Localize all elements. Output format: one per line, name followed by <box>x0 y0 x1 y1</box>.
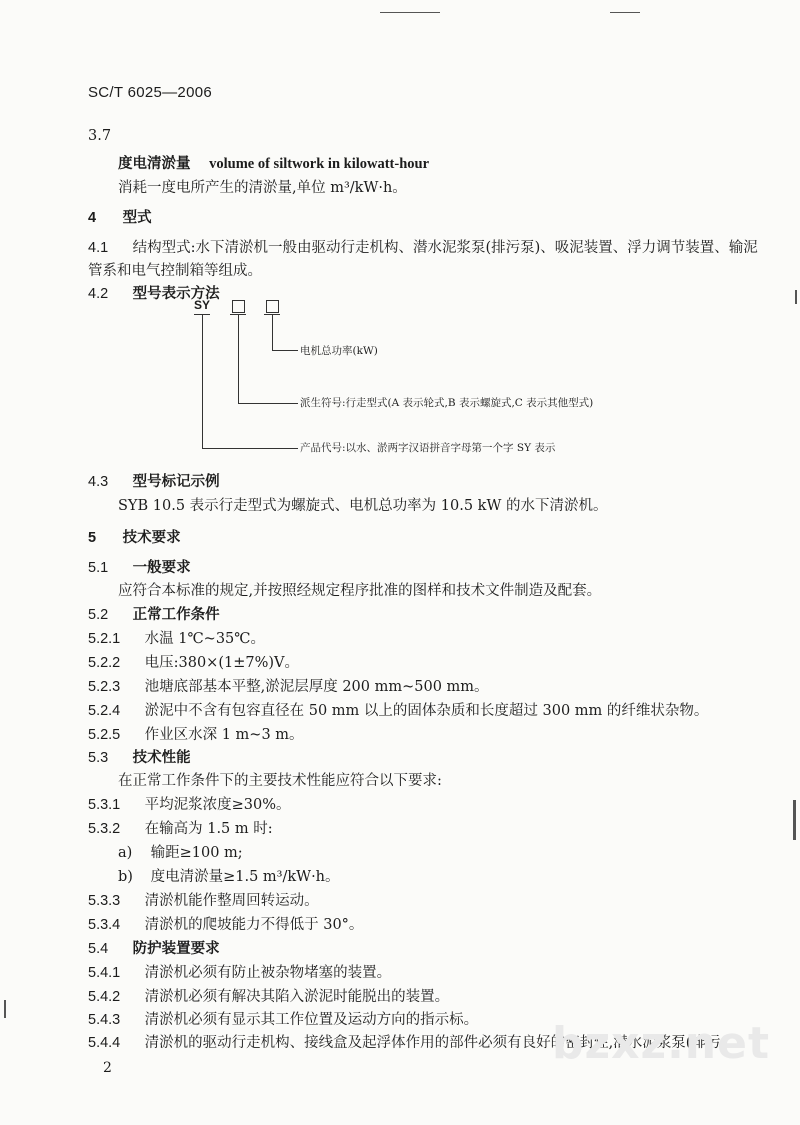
list-text: 度电清淤量≥1.5 m³/kW·h。 <box>150 869 340 885</box>
scan-artifact <box>610 12 640 13</box>
clause-text: 清淤机的爬坡能力不得低于 30°。 <box>144 917 364 933</box>
site-watermark: bzxz.net <box>552 1018 771 1069</box>
clause-text: 清淤机能作整周回转运动。 <box>144 893 319 909</box>
section-title: 防护装置要求 <box>132 940 220 957</box>
section-title: 技术性能 <box>132 749 191 766</box>
section-number: 5.3 <box>88 750 109 766</box>
clause-text: 在输高为 1.5 m 时: <box>144 821 273 837</box>
clause-number: 5.3.3 <box>88 893 121 909</box>
section-3-7-term <box>118 152 429 173</box>
section-title: 型号表示方法 <box>132 285 220 302</box>
clause-5-2-1 <box>88 627 265 648</box>
clause-text: 池塘底部基本平整,淤泥层厚度 200 mm~500 mm。 <box>144 679 489 695</box>
section-5-3-text: 在正常工作条件下的主要技术性能应符合以下要求: <box>118 773 442 789</box>
clause-5-4-2 <box>88 985 449 1006</box>
model-designation-diagram <box>190 298 610 458</box>
section-title: 技术要求 <box>122 529 181 546</box>
scan-artifact <box>795 290 797 304</box>
section-5-1-text: 应符合本标准的规定,并按照经规定程序批准的图样和技术文件制造及配套。 <box>118 583 602 599</box>
section-3-7-definition: 消耗一度电所产生的清淤量,单位 m³/kW·h。 <box>118 180 407 196</box>
term-en: volume of siltwork in kilowatt-hour <box>209 156 430 172</box>
power-leader-horizontal <box>272 350 298 351</box>
section-number: 4.3 <box>88 474 109 490</box>
scan-artifact <box>4 1000 6 1018</box>
clause-5-3-2 <box>88 817 273 838</box>
term-cn: 度电清淤量 <box>118 155 191 172</box>
product-code-label: 产品代号:以水、淤两字汉语拼音字母第一个字 SY 表示 <box>300 442 556 454</box>
section-5-2-heading <box>88 603 220 624</box>
clause-number: 5.3.4 <box>88 917 121 933</box>
clause-number: 5.2.3 <box>88 679 121 695</box>
section-4-heading <box>88 206 152 227</box>
section-5-heading <box>88 526 181 547</box>
derived-leader-horizontal <box>238 403 298 404</box>
clause-number: 5.4.4 <box>88 1035 121 1051</box>
section-title: 型号标记示例 <box>132 473 220 490</box>
clause-number: 5.4.2 <box>88 989 121 1005</box>
clause-5-2-5 <box>88 723 304 744</box>
section-title: 正常工作条件 <box>132 606 220 623</box>
clause-number: 5.4.1 <box>88 965 121 981</box>
clause-5-2-2 <box>88 651 299 672</box>
clause-text: 清淤机必须有显示其工作位置及运动方向的指示标。 <box>144 1012 479 1028</box>
clause-number: 5.3.2 <box>88 821 121 837</box>
clause-text: 水温 1℃~35℃。 <box>144 631 265 647</box>
list-item-a <box>118 841 243 862</box>
clause-text: 清淤机必须有解决其陷入淤泥时能脱出的装置。 <box>144 989 450 1005</box>
section-number: 5.1 <box>88 560 109 576</box>
clause-5-4-3 <box>88 1008 478 1029</box>
clause-5-3-1 <box>88 793 291 814</box>
clause-text: 清淤机的驱动行走机构、接线盒及起浮体作用的部件必须有良好的密封性,潜水泥浆泵(排污 <box>144 1035 721 1051</box>
clause-5-2-3 <box>88 675 489 696</box>
clause-number: 5.2.2 <box>88 655 121 671</box>
standard-code: SC/T 6025—2006 <box>88 84 213 101</box>
clause-number: 5.3.1 <box>88 797 121 813</box>
clause-text: 平均泥浆浓度≥30%。 <box>144 797 291 813</box>
section-5-3-heading <box>88 746 191 767</box>
section-4-1-line1 <box>88 236 758 257</box>
section-title: 型式 <box>122 209 152 226</box>
section-number: 3.7 <box>88 128 112 144</box>
list-label: b) <box>118 869 133 885</box>
derived-leader-vertical <box>238 315 239 403</box>
section-5-4-heading <box>88 937 220 958</box>
list-label: a) <box>118 845 133 861</box>
product-code: SY <box>194 298 211 312</box>
section-number: 5 <box>88 530 97 546</box>
clause-5-4-1 <box>88 961 391 982</box>
section-title: 一般要求 <box>132 559 191 576</box>
section-number: 4.2 <box>88 286 109 302</box>
clause-5-3-4 <box>88 913 363 934</box>
clause-text: 清淤机必须有防止被杂物堵塞的装置。 <box>144 965 392 981</box>
section-4-3-text: SYB 10.5 表示行走型式为螺旋式、电机总功率为 10.5 kW 的水下清淤机。 <box>118 498 608 514</box>
paragraph-text: 结构型式:水下清淤机一般由驱动行走机构、潜水泥浆泵(排污泵)、吸泥装置、浮力调节装置、输泥 <box>132 240 758 256</box>
clause-text: 作业区水深 1 m~3 m。 <box>144 727 304 743</box>
scan-artifact <box>380 12 440 13</box>
product-leader-vertical <box>202 315 203 448</box>
section-5-1-heading <box>88 556 191 577</box>
clause-5-3-3 <box>88 889 319 910</box>
clause-5-2-4 <box>88 699 708 720</box>
section-4-3-heading <box>88 470 220 491</box>
clause-number: 5.2.4 <box>88 703 121 719</box>
product-leader-horizontal <box>202 448 298 449</box>
clause-number: 5.4.3 <box>88 1012 121 1028</box>
clause-text: 电压:380×(1±7%)V。 <box>144 655 299 671</box>
section-3-7-number <box>88 128 111 144</box>
section-number: 4 <box>88 210 97 226</box>
power-leader-vertical <box>272 315 273 350</box>
power-box <box>266 300 279 313</box>
list-item-b <box>118 865 340 886</box>
section-number: 5.4 <box>88 941 109 957</box>
derived-symbol-label: 派生符号:行走型式(A 表示轮式,B 表示螺旋式,C 表示其他型式) <box>300 397 594 409</box>
clause-number: 5.2.1 <box>88 631 121 647</box>
page-number: 2 <box>103 1060 112 1076</box>
list-text: 输距≥100 m; <box>150 845 243 861</box>
section-4-1-line2: 管系和电气控制箱等组成。 <box>88 263 262 279</box>
clause-number: 5.2.5 <box>88 727 121 743</box>
clause-text: 淤泥中不含有包容直径在 50 mm 以上的固体杂质和长度超过 300 mm 的纤维状杂物。 <box>144 703 709 719</box>
section-number: 4.1 <box>88 240 109 256</box>
scan-artifact <box>793 800 796 840</box>
section-number: 5.2 <box>88 607 109 623</box>
power-label: 电机总功率(kW) <box>300 345 378 357</box>
derived-symbol-box <box>232 300 245 313</box>
